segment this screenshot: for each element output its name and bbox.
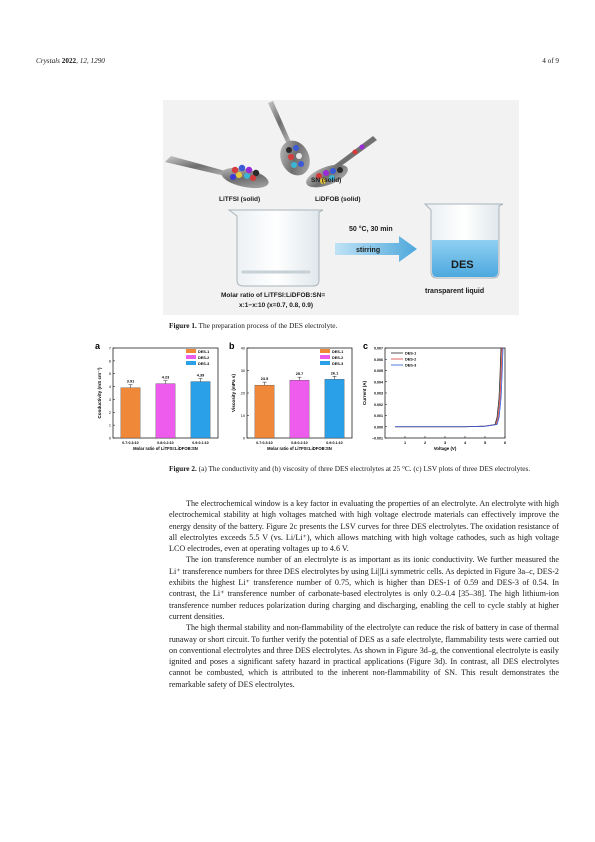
legend-swatch-DES-2 xyxy=(320,355,330,359)
y-tick-label: 0.005 xyxy=(374,369,383,373)
figure-2-caption-label: Figure 2. xyxy=(169,464,197,473)
x-tick-label: 0.8:0.2:10 xyxy=(157,441,174,445)
y-tick-label: 30 xyxy=(240,369,245,373)
bar-DES-1 xyxy=(121,388,140,438)
bar-DES-3 xyxy=(191,382,210,438)
legend-label-DES-2: DES-2 xyxy=(332,356,344,360)
legend-label-DES-3: DES-3 xyxy=(198,362,210,366)
y-tick-label: 20 xyxy=(240,391,245,396)
figure-1-caption-text: The preparation process of the DES electrolyte. xyxy=(196,321,338,330)
y-tick-label: 0.000 xyxy=(374,425,383,430)
legend-label-DES-3: DES-3 xyxy=(405,363,417,368)
panel-letter-a: a xyxy=(95,341,101,351)
x-tick-label: 1 xyxy=(403,441,407,445)
x-tick-label: 6 xyxy=(503,441,507,445)
paragraph-flammability: The high thermal stability and non-flammability of the electrolyte can reduce the risk of battery in case of thermal runaway or short circuit. To further verify the potential of DES as a safe electrolyte, flammability tests were carried out on conventional electrolytes and three DES electrolytes. As shown in Figure 3d–g, the conventional electrolyte is easily ignited and poses a significant safety hazard in practical applications (Figure 3d). In contrast, all DES electrolytes cannot be combusted, which is attributed to the inherent non-flammability of SN. This result demonstrates the remarkable safety of DES electrolytes. xyxy=(169,623,559,689)
bar-DES-2 xyxy=(156,384,175,438)
x-tick-label: 0.7:0.3:10 xyxy=(122,441,139,445)
journal-volume: , 12, 1290 xyxy=(76,57,105,65)
y-tick-label: 7 xyxy=(108,346,111,351)
y-tick-label: 4 xyxy=(108,385,111,390)
x-axis-label: Molar ratio of LiTFSI:LiDFOB:SN xyxy=(133,446,198,451)
figure-2b-chart xyxy=(227,340,361,457)
y-tick-label: 3 xyxy=(108,397,111,402)
panel-letter-c: c xyxy=(363,341,369,351)
x-axis-label: Voltage (V) xyxy=(433,446,457,451)
figure-2a-chart xyxy=(93,340,227,457)
bar-DES-3 xyxy=(325,379,344,438)
bar-value-label: 23.5 xyxy=(260,377,269,382)
figure-1-caption xyxy=(169,321,559,332)
x-tick-label: 4 xyxy=(463,441,467,445)
y-tick-label: 0.007 xyxy=(374,346,383,351)
y-tick-label: 0.001 xyxy=(374,414,383,418)
legend-label-DES-2: DES-2 xyxy=(405,357,417,362)
x-axis-label: Molar ratio of LiTFSI:LiDFOB:SN xyxy=(267,446,332,451)
y-tick-label: 0 xyxy=(108,436,111,441)
label-lidfob: LiDFOB (solid) xyxy=(315,196,361,203)
legend-label-DES-1: DES-1 xyxy=(198,350,210,354)
paragraph-transference-number: The ion transference number of an electrolyte is as important as its ionic conductivity. We further measured the Li⁺ transference numbers for three DES electrolytes by using Li||Li symmetric cells. As depicted in Figure 3a–c, DES-2 exhibits the highest Li⁺ transference number of 0.75, which is higher than DES-1 of 0.59 and DES-3 of 0.54. In contrast, the Li⁺ transference number of carbonate-based electrolytes is only 0.2–0.4 [35–38]. The high lithium-ion transference number reduces polarization during charging and discharging, enabling the cell to cycle stably at higher current densities. xyxy=(169,555,559,621)
y-tick-label: 10 xyxy=(240,414,245,418)
y-tick-label: 5 xyxy=(108,372,111,377)
bar-value-label: 4.23 xyxy=(161,375,170,380)
y-axis-label: Current (A) xyxy=(362,380,367,406)
bar-value-label: 26.1 xyxy=(330,371,339,376)
x-tick-label: 2 xyxy=(423,441,427,445)
figure-2c-chart xyxy=(361,340,509,457)
x-tick-label: 5 xyxy=(483,441,487,445)
legend-label-DES-3: DES-3 xyxy=(332,362,344,366)
x-tick-label: 0.7:0.3:10 xyxy=(256,441,273,445)
journal-name: Crystals xyxy=(36,57,60,65)
bar-value-label: 25.7 xyxy=(295,372,304,377)
bar-DES-1 xyxy=(255,385,274,438)
legend-swatch-DES-3 xyxy=(186,361,196,365)
figure-1-illustration xyxy=(163,100,519,315)
bar-DES-2 xyxy=(290,380,309,438)
paragraph-electrochemical-window: The electrochemical window is a key factor in evaluating the properties of an electrolyte. An electrolyte with high electrochemical stability at high voltages matched with high voltage electrode materials can effectively improve the energy density of the battery. Figure 2c presents the LSV curves for three DES electrolytes. The oxidation resistance of all electrolytes exceeds 5.5 V (vs. Li/Li⁺), which allows matching with high voltage cathodes, such as high voltage LCO electrodes, even at operating voltages up to 4.6 V. xyxy=(169,499,559,554)
x-tick-label: 0.9:0.1:10 xyxy=(192,441,209,445)
y-axis-label: Viscosity (mPa s) xyxy=(231,374,236,412)
x-tick-label: 3 xyxy=(443,441,447,445)
y-axis-label: Conductivity (mS cm⁻¹) xyxy=(97,367,102,419)
running-header xyxy=(36,57,105,65)
y-tick-label: 0.004 xyxy=(374,380,383,385)
figure-2-caption xyxy=(169,464,559,475)
journal-year: 2022 xyxy=(61,57,77,65)
spoon-litfsi-icon xyxy=(165,156,270,192)
legend-swatch-DES-1 xyxy=(320,349,330,353)
label-ratio-line2: x:1−x:10 (x=0.7, 0.8, 0.9) xyxy=(239,302,314,309)
figure-1-caption-label: Figure 1. xyxy=(169,321,197,330)
label-sn: SN (solid) xyxy=(311,177,342,184)
y-tick-label: 0.003 xyxy=(374,391,383,396)
label-des: DES xyxy=(451,259,474,271)
y-tick-label: 2 xyxy=(108,410,111,415)
label-stirring: stirring xyxy=(356,247,381,254)
y-tick-label: 6 xyxy=(108,359,111,364)
body-text xyxy=(169,498,559,690)
label-ratio-line1: Molar ratio of LiTFSI:LiDFOB:SN= xyxy=(221,292,326,299)
y-tick-label: 40 xyxy=(240,346,245,351)
legend-swatch-DES-3 xyxy=(320,361,330,365)
label-condition: 50 °C, 30 min xyxy=(349,226,393,233)
y-tick-label: 0.002 xyxy=(374,402,383,407)
legend-label-DES-2: DES-2 xyxy=(198,356,210,360)
x-tick-label: 0.8:0.2:10 xyxy=(291,441,308,445)
y-tick-label: 0 xyxy=(242,436,245,441)
x-tick-label: 0.9:0.1:10 xyxy=(326,441,343,445)
legend-label-DES-1: DES-1 xyxy=(332,350,344,354)
legend-swatch-DES-2 xyxy=(186,355,196,359)
y-tick-label: 1 xyxy=(108,423,111,428)
y-tick-label: −0.001 xyxy=(371,436,383,441)
label-litfsi: LiTFSI (solid) xyxy=(219,196,261,203)
page-number: 4 of 9 xyxy=(542,57,559,65)
legend-swatch-DES-1 xyxy=(186,349,196,353)
mixing-beaker-icon xyxy=(229,210,323,286)
y-tick-label: 0.006 xyxy=(374,357,383,362)
legend-label-DES-1: DES-1 xyxy=(405,351,417,356)
bar-value-label: 3.91 xyxy=(126,379,135,384)
bar-value-label: 4.39 xyxy=(196,373,205,378)
spoon-sn-icon xyxy=(268,101,315,180)
panel-letter-b: b xyxy=(229,341,235,351)
plot-frame xyxy=(385,348,505,438)
figure-2-caption-text: (a) The conductivity and (b) viscosity of three DES electrolytes at 25 °C. (c) LSV plots of three DES electrolytes. xyxy=(196,464,531,473)
label-transparent: transparent liquid xyxy=(425,288,485,295)
